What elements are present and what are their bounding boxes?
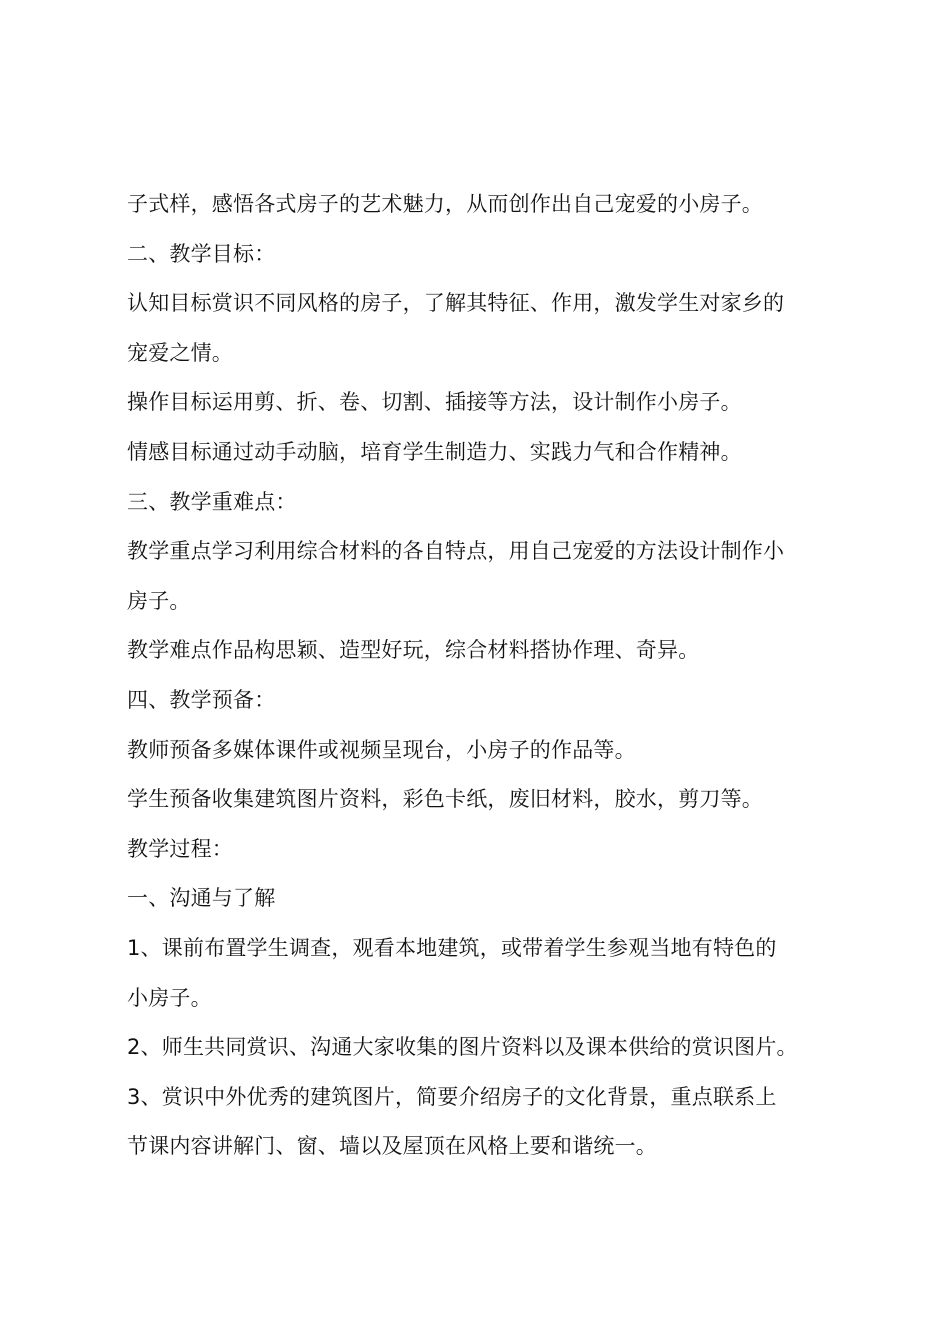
text-line: 子式样，感悟各式房子的艺术魅力，从而创作出自己宠爱的小房子。: [127, 192, 763, 216]
text-line: 教学重点学习利用综合材料的各自特点，用自己宠爱的方法设计制作小: [127, 539, 785, 564]
text-line: 认知目标赏识不同风格的房子，了解其特征、作用，激发学生对家乡的: [127, 291, 785, 316]
text-line: 学生预备收集建筑图片资料，彩色卡纸，废旧材料，胶水，剪刀等。: [127, 787, 763, 812]
section-heading: 三、教学重难点：: [127, 489, 297, 514]
text-line: 操作目标运用剪、折、卷、切割、插接等方法，设计制作小房子。: [127, 390, 742, 415]
text-line: 房子。: [127, 588, 191, 613]
text-line: 教学难点作品构思颖、造型好玩，综合材料搭协作理、奇异。: [127, 638, 700, 663]
text-line: 情感目标通过动手动脑，培育学生制造力、实践力气和合作精神。: [127, 439, 742, 464]
text-line: 教师预备多媒体课件或视频呈现台，小房子的作品等。: [127, 737, 636, 762]
section-heading: 二、教学目标：: [127, 241, 276, 266]
text-line: 2、师生共同赏识、沟通大家收集的图片资料以及课本供给的赏识图片。: [127, 1035, 798, 1060]
text-line: 3、赏识中外优秀的建筑图片，简要介绍房子的文化背景，重点联系上: [127, 1084, 777, 1109]
section-heading: 教学过程：: [127, 836, 233, 861]
text-line: 宠爱之情。: [127, 340, 233, 365]
text-line: 1、课前布置学生调查，观看本地建筑，或带着学生参观当地有特色的: [127, 935, 777, 960]
section-heading: 一、沟通与了解: [127, 886, 276, 911]
text-line: 节课内容讲解门、窗、墙以及屋顶在风格上要和谐统一。: [127, 1134, 657, 1159]
document-body: [127, 180, 837, 1172]
section-heading: 四、教学预备：: [127, 687, 276, 712]
text-line: 小房子。: [127, 985, 212, 1010]
